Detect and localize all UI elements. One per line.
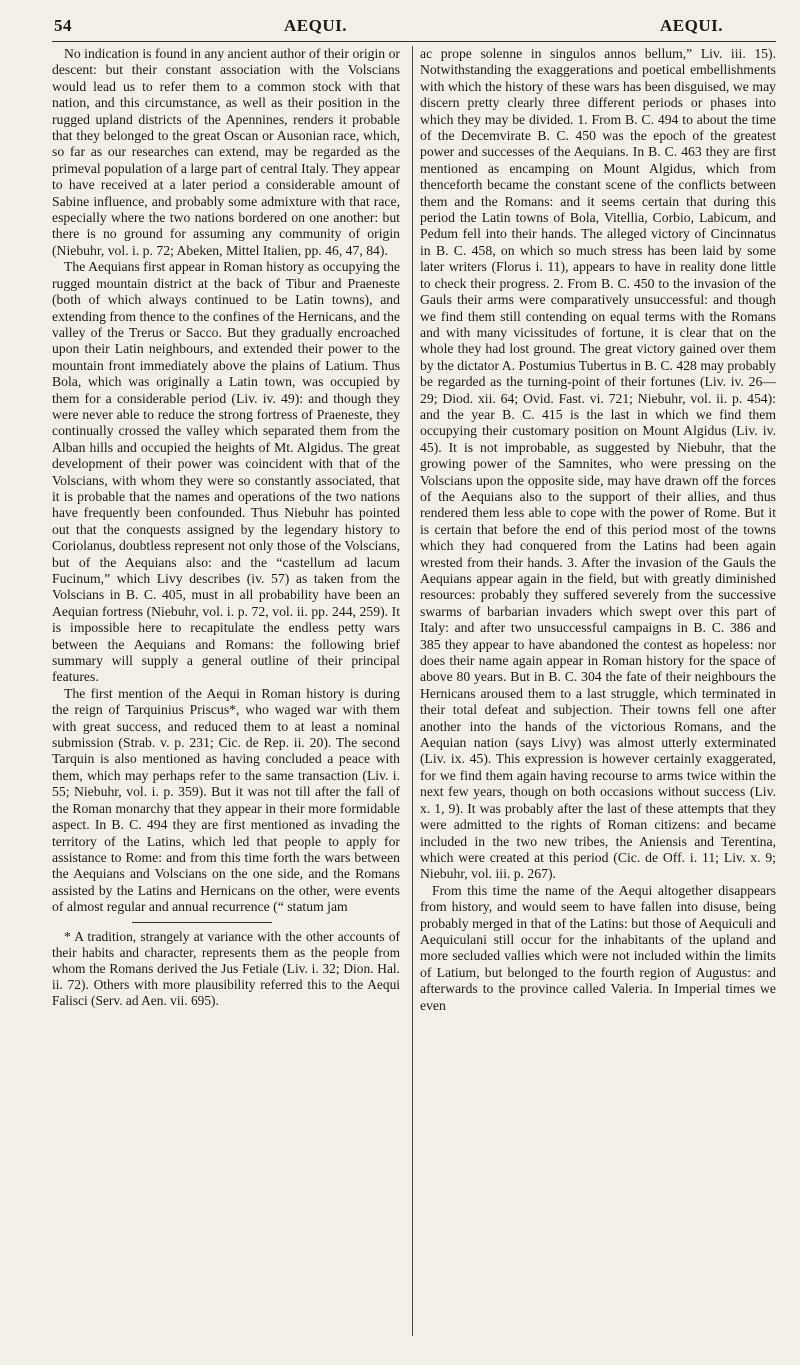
- footnote: * A tradition, strangely at variance with the other accounts of their habits and character, represents them as the people from whom the Romans derived the Jus Fetiale (Liv. i. 32; Dion. Hal. ii. 72). Others with more plausibility referred this to the Aequi Falisci (Serv. ad Aen. vii. 695).: [52, 928, 400, 1009]
- paragraph: No indication is found in any ancient author of their origin or descent: but their constant association with the Volscians would lead us to refer them to a common stock with that nation, and this circumstance, as well as their position in the rugged upland districts of the Apennines, renders it probable that they belonged to the great Oscan or Ausonian race, which, so far as our researches can extend, may be regarded as the primeval population of a large part of central Italy. They appear to have received at a later period a considerable amount of Sabine influence, and probably some admixture with that race, especially where the two nations bordered on one another: but there is no ground for assuming any community of origin (Niebuhr, vol. i. p. 72; Abeken, Mittel Italien, pp. 46, 47, 84).: [52, 46, 400, 258]
- column-divider: [412, 46, 413, 1336]
- footnote-separator: [132, 922, 272, 923]
- left-column: [52, 46, 400, 1010]
- running-header: [52, 16, 776, 44]
- paragraph: The first mention of the Aequi in Roman history is during the reign of Tarquinius Priscus*, who waged war with them with great success, and reduced them to at least a nominal submission (Strab. v. p. 231; Cic. de Rep. ii. 20). The second Tarquin is also mentioned as having concluded a peace with them, which may perhaps refer to the same transaction (Liv. i. 55; Niebuhr, vol. i. p. 359). But it was not till after the fall of the Roman monarchy that they appear in their more formidable aspect. In B. C. 494 they are first mentioned as invading the territory of the Latins, which led that people to apply for assistance to Rome: and from this time forth the wars between the Aequians and Volscians on the one side, and the Romans assisted by the Latins and Hernicans on the other, were events of almost regular and annual recurrence (“ statum jam: [52, 685, 400, 915]
- paragraph: From this time the name of the Aequi altogether disappears from history, and would seem to have fallen into disuse, being probably merged in that of the Latins: but those of Aequiculi and Aequiculani still occur for the inhabitants of the upland and more secluded vallies which were not included within the limits of Latium, but belonged to the fourth region of Augustus: and afterwards to the province called Valeria. In Imperial times we even: [420, 882, 776, 1013]
- right-running-title: AEQUI.: [660, 16, 723, 35]
- right-column: [420, 46, 776, 1014]
- page-number: 54: [54, 16, 72, 35]
- paragraph: ac prope solenne in singulos annos bellum,” Liv. iii. 15). Notwithstanding the exaggerations and poetical embellishments with which the history of these wars has been disguised, we may discern pretty clearly three different periods or phases into which they may be divided. 1. From B. C. 494 to about the time of the Decemvirate B. C. 450 was the epoch of the greatest power and successes of the Aequians. In B. C. 463 they are first mentioned as encamping on Mount Algidus, which from thenceforth became the constant scene of the conflicts between them and the Romans: and it seems certain that during this period the Latin towns of Bola, Vitellia, Corbio, Labicum, and Pedum fell into their hands. The alleged victory of Cincinnatus in B. C. 458, on which so much stress has been laid by some later writers (Florus i. 11), appears to have in reality done little to check their progress. 2. From B. C. 450 to the invasion of the Gauls their arms were comparatively unsuccessful: and though we find them still contending on equal terms with the Romans and with many vicissitudes of fortune, it is clear that on the whole they had lost ground. The great victory gained over them by the dictator A. Postumius Tubertus in B. C. 428 may probably be regarded as the turning-point of their fortunes (Liv. iv. 26—29; Diod. xii. 64; Ovid. Fast. vi. 721; Niebuhr, vol. ii. p. 454): and the year B. C. 415 is the last in which we find them occupying their customary position on Mount Algidus (Liv. iv. 45). It is not improbable, as suggested by Niebuhr, that the growing power of the Samnites, who were pressing on the Volscians upon the opposite side, may have drawn off the forces of the Aequians also to the support of their allies, and thus rendered them less able to cope with the power of Rome. But it is certain that before the end of this period most of the towns which they had conquered from the Latins had been again wrested from their hands. 3. After the invasion of the Gauls the Aequians appear again in the field, but with greatly diminished resources: probably they suffered severely from the successive swarms of barbarian invaders which swept over this part of Italy: and after two unsuccessful campaigns in B. C. 386 and 385 they appear to have abandoned the contest as hopeless: nor does their name again appear in Roman history for the space of above 80 years. But in B. C. 304 the fate of their neighbours the Hernicans aroused them to a last struggle, which terminated in their total defeat and subjection. Their towns fell one after another into the hands of the victorious Romans, and the Aequian nation (says Livy) was almost utterly exterminated (Liv. ix. 45). This expression is however certainly exaggerated, for we find them again having recourse to arms twice within the next few years, though on both occasions without success (Liv. x. 1, 9). It was probably after the last of these attempts that they were admitted to the rights of Roman citizens: and became included in the two new tribes, the Aniensis and Terentina, which were created at this period (Cic. de Off. i. 11; Liv. x. 9; Niebuhr, vol. iii. p. 267).: [420, 46, 776, 882]
- header-rule: [52, 41, 776, 42]
- paragraph: The Aequians first appear in Roman history as occupying the rugged mountain district at the back of Tibur and Praeneste (both of which always continued to be Latin towns), and extending from thence to the confines of the Hernicans, and the valley of the Trerus or Sacco. But they gradually encroached upon their Latin neighbours, and extended their power to the mountain front immediately above the plains of Latium. Thus Bola, which was originally a Latin town, was occupied by them for a considerable period (Liv. iv. 49): and though they were never able to reduce the strong fortress of Praeneste, they continually crossed the valley which separated them from the Alban hills and occupied the heights of Mt. Algidus. The great development of their power was coincident with that of the Volscians, with whom they were so constantly associated, that it is probable that the names and operations of the two nations have frequently been confounded. Thus Niebuhr has pointed out that the conquests assigned by the legendary history to Coriolanus, doubtless represent not only those of the Volscians, but of the Aequians also: and the “castellum ad lacum Fucinum,” which Livy describes (iv. 57) as taken from the Volscians in B. C. 405, must in all probability have been an Aequian fortress (Niebuhr, vol. i. p. 72, vol. ii. pp. 244, 259). It is impossible here to recapitulate the endless petty wars between the Aequians and Romans: the following brief summary will supply a general outline of their principal features.: [52, 259, 400, 685]
- left-running-title: AEQUI.: [284, 16, 347, 35]
